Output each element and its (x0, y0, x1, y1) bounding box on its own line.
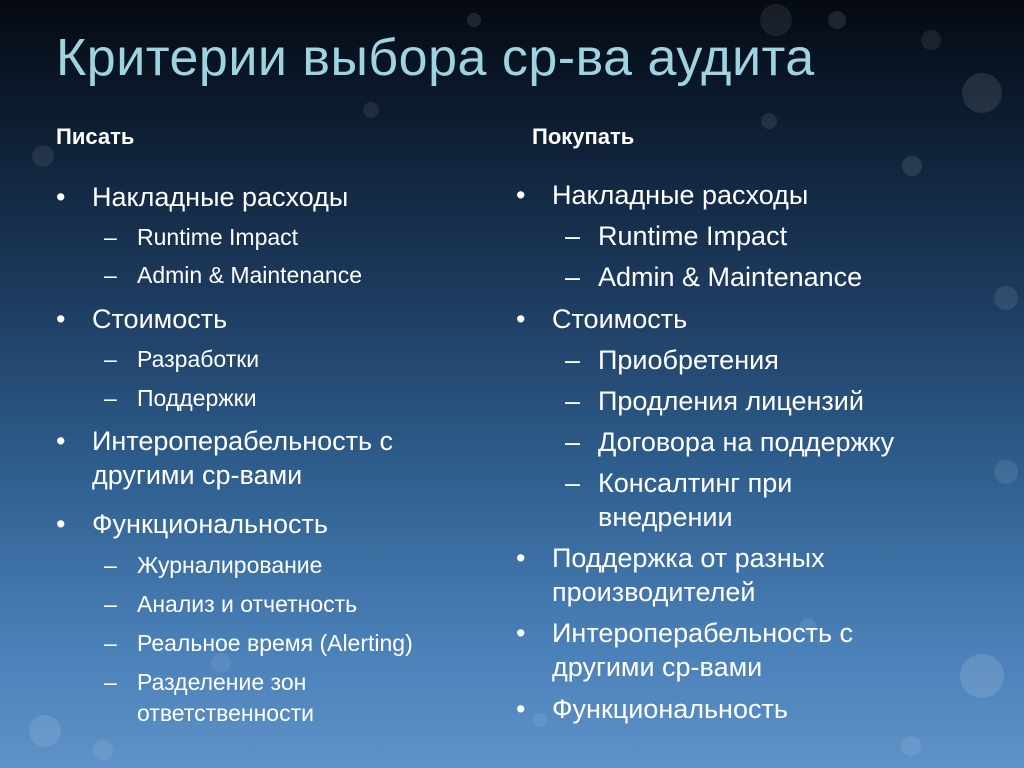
bullet-item (516, 616, 936, 684)
dash-marker: – (104, 224, 117, 250)
sub-item (565, 219, 1005, 253)
sub-item (104, 589, 484, 620)
column-heading-buy: Покупать (532, 124, 635, 149)
dash-marker: – (104, 552, 117, 578)
sub-text: Договора на поддержку (598, 427, 895, 457)
bullet-marker: • (56, 304, 66, 334)
sub-text: Приобретения (598, 345, 779, 375)
sub-text: Консалтинг при внедрении (598, 468, 793, 532)
sub-item (104, 344, 484, 375)
bullet-text: Стоимость (92, 304, 228, 334)
dash-marker: – (565, 262, 581, 292)
bullet-marker: • (56, 426, 66, 456)
bullet-text: Накладные расходы (552, 180, 809, 210)
bullet-text: Стоимость (552, 304, 688, 334)
bullet-text: Функциональность (552, 694, 788, 724)
bullet-marker: • (516, 304, 526, 334)
sub-text: Реальное время (Alerting) (137, 630, 413, 656)
sub-text: Поддержки (137, 385, 257, 411)
dash-marker: – (104, 262, 117, 288)
bullet-text: Интероперабельность с другими ср-вами (552, 618, 854, 682)
sub-text: Журналирование (137, 552, 323, 578)
slide-title: Критерии выбора ср-ва аудита (56, 29, 815, 87)
sub-item (565, 343, 1005, 377)
bullet-text: Интероперабельность с другими ср-вами (92, 426, 394, 490)
sub-item (104, 628, 484, 659)
bullet-item (516, 541, 916, 609)
bullet-text: Накладные расходы (92, 182, 349, 212)
dash-marker: – (104, 630, 117, 656)
dash-marker: – (565, 386, 581, 416)
dash-marker: – (104, 346, 117, 372)
sub-item (565, 384, 1005, 418)
sub-item (104, 667, 374, 729)
bullet-item (56, 302, 476, 336)
sub-item (565, 466, 855, 534)
sub-text: Разделение зон ответственности (137, 669, 314, 726)
bullet-item (56, 424, 476, 492)
dash-marker: – (104, 669, 117, 695)
sub-item (104, 260, 484, 291)
bullet-item (56, 180, 476, 214)
bullet-item (516, 302, 936, 336)
dash-marker: – (104, 385, 117, 411)
bullet-marker: • (516, 543, 526, 573)
bullet-item (56, 507, 476, 541)
bullet-marker: • (516, 180, 526, 210)
dash-marker: – (104, 591, 117, 617)
dash-marker: – (565, 468, 581, 498)
dash-marker: – (565, 345, 581, 375)
bullet-item (516, 178, 936, 212)
bullet-item (516, 692, 936, 726)
bullet-marker: • (516, 618, 526, 648)
bullet-marker: • (516, 694, 526, 724)
bullet-text: Поддержка от разных производителей (552, 543, 825, 607)
sub-text: Runtime Impact (598, 221, 788, 251)
sub-text: Admin & Maintenance (598, 262, 863, 292)
sub-item (565, 260, 1005, 294)
bullet-text: Функциональность (92, 509, 328, 539)
sub-item (104, 550, 484, 581)
sub-text: Разработки (137, 346, 260, 372)
sub-text: Продления лицензий (598, 386, 864, 416)
column-heading-write: Писать (56, 124, 135, 149)
sub-item (565, 425, 1005, 459)
sub-text: Анализ и отчетность (137, 591, 358, 617)
dash-marker: – (565, 221, 581, 251)
sub-text: Admin & Maintenance (137, 262, 363, 288)
dash-marker: – (565, 427, 581, 457)
bullet-marker: • (56, 509, 66, 539)
sub-item (104, 383, 484, 414)
sub-item (104, 222, 484, 253)
bullet-marker: • (56, 182, 66, 212)
sub-text: Runtime Impact (137, 224, 299, 250)
